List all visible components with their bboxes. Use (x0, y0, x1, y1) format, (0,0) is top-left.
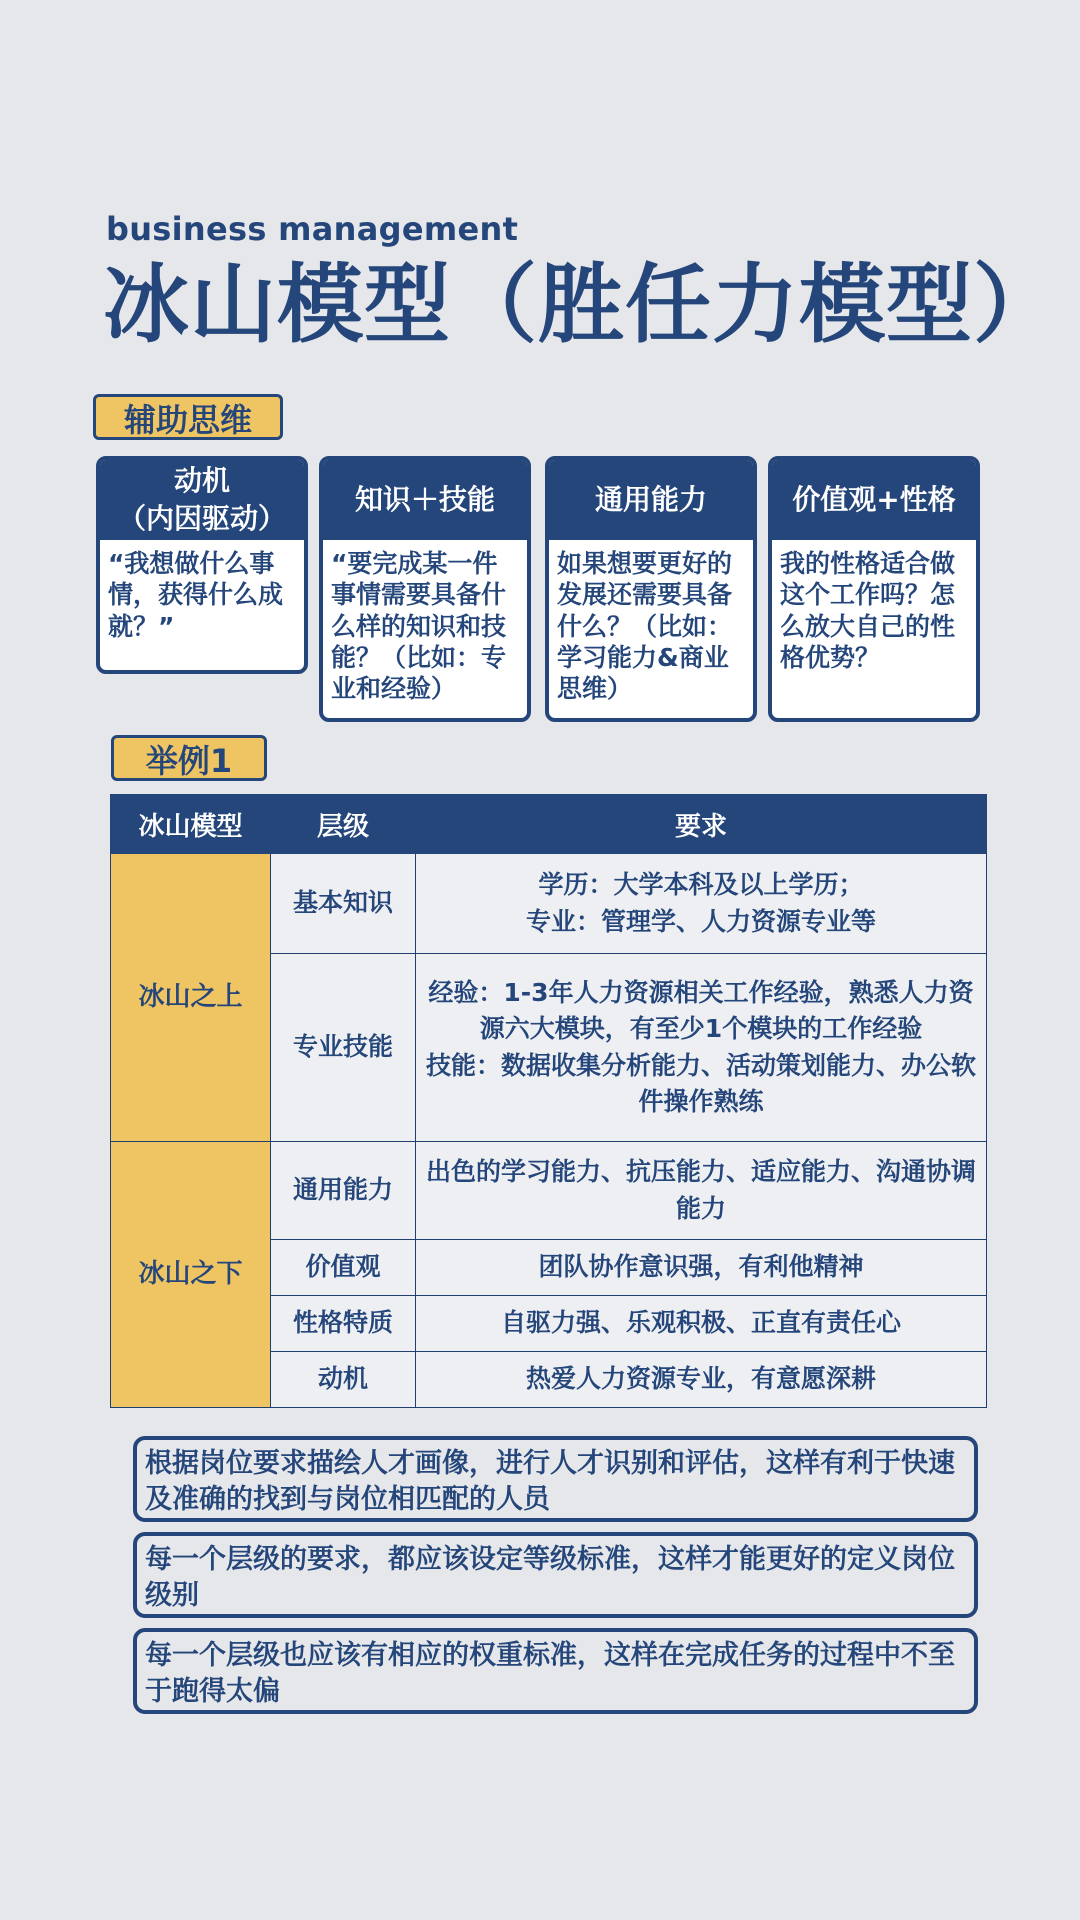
card-body: “我想做什么事情，获得什么成就？” (108, 549, 284, 641)
card-general-ability (545, 456, 757, 722)
level-cell: 价值观 (271, 1240, 416, 1296)
requirement-cell: 学历：大学本科及以上学历； 专业：管理学、人力资源专业等 (416, 854, 987, 954)
requirement-cell: 经验：1-3年人力资源相关工作经验，熟悉人力资源六大模块，有至少1个模块的工作经验 技能：数据收集分析能力、活动策划能力、办公软件操作熟练 (416, 954, 987, 1142)
page-title: 冰山模型（胜任力模型） (103, 255, 1060, 355)
card-motivation (96, 456, 308, 674)
card-title: 动机 （内因驱动） (100, 460, 304, 540)
card-title: 知识＋技能 (323, 460, 527, 540)
iceberg-table (110, 794, 987, 1408)
category-cell: 冰山之下 (111, 1142, 271, 1408)
card-body: 我的性格适合做这个工作吗？怎么放大自己的性格优势？ (780, 549, 956, 672)
requirement-cell: 热爱人力资源专业，有意愿深耕 (416, 1352, 987, 1408)
table-header-row (111, 795, 987, 854)
note-box: 每一个层级的要求，都应该设定等级标准，这样才能更好的定义岗位级别 (133, 1532, 978, 1618)
requirement-cell: 团队协作意识强，有利他精神 (416, 1240, 987, 1296)
card-title: 价值观+性格 (772, 460, 976, 540)
card-values-personality (768, 456, 980, 722)
card-title: 通用能力 (549, 460, 753, 540)
table-row (111, 854, 987, 954)
level-cell: 专业技能 (271, 954, 416, 1142)
card-knowledge-skills (319, 456, 531, 722)
example-tag: 举例1 (111, 735, 267, 781)
level-cell: 基本知识 (271, 854, 416, 954)
cards-row (96, 456, 982, 722)
level-cell: 性格特质 (271, 1296, 416, 1352)
requirement-cell: 自驱力强、乐观积极、正直有责任心 (416, 1296, 987, 1352)
category-cell: 冰山之上 (111, 854, 271, 1142)
card-body: 如果想要更好的发展还需要具备什么？（比如：学习能力&商业思维） (557, 549, 733, 703)
aux-thinking-tag: 辅助思维 (93, 394, 283, 440)
card-body: “要完成某一件事情需要具备什么样的知识和技能？（比如：专业和经验） (331, 549, 507, 703)
level-cell: 通用能力 (271, 1142, 416, 1240)
subtitle: business management (106, 210, 519, 248)
level-cell: 动机 (271, 1352, 416, 1408)
table-row (111, 1142, 987, 1240)
column-header: 冰山模型 (111, 795, 271, 854)
requirement-cell: 出色的学习能力、抗压能力、适应能力、沟通协调能力 (416, 1142, 987, 1240)
column-header: 层级 (271, 795, 416, 854)
note-box: 每一个层级也应该有相应的权重标准，这样在完成任务的过程中不至于跑得太偏 (133, 1628, 978, 1714)
column-header: 要求 (416, 795, 987, 854)
note-box: 根据岗位要求描绘人才画像，进行人才识别和评估，这样有利于快速及准确的找到与岗位相匹配的人员 (133, 1436, 978, 1522)
